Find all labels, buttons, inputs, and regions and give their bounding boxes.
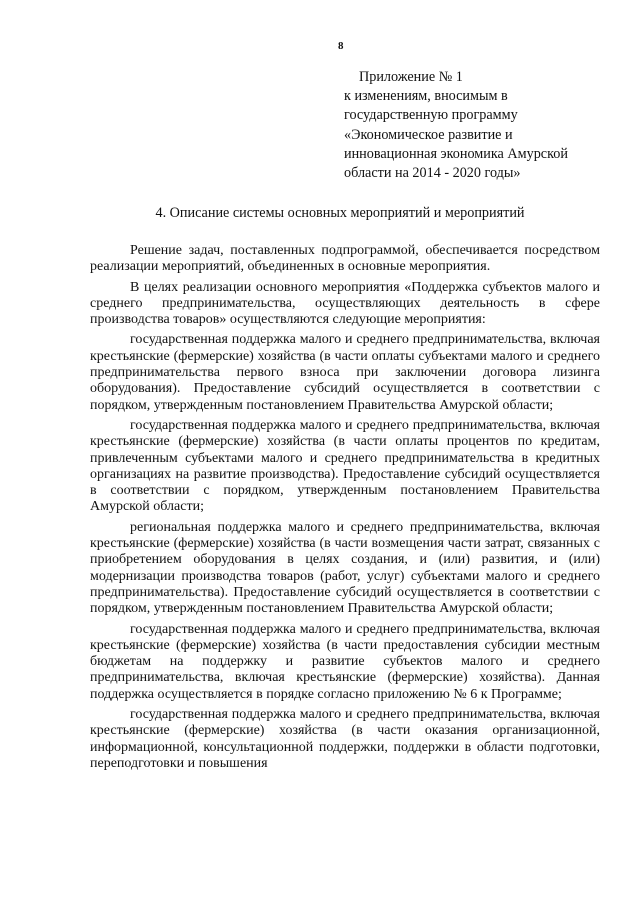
appendix-line: государственную программу xyxy=(344,107,518,124)
page-number: 8 xyxy=(338,40,344,52)
body-text xyxy=(90,243,600,772)
paragraph: государственная поддержка малого и среднего предпринимательства, включая крестьянские (фермерские) хозяйства (в части оплаты процентов по кредитам, привлеченным субъектами малого и среднего предпринимательства в кредитных организациях на развитие производства). Предоставление субсидий осуществляется в соответствии с порядком, утвержденным постановлением Правительства Амурской области; xyxy=(90,417,600,515)
paragraph: В целях реализации основного мероприятия «Поддержка субъектов малого и среднего предпринимательства, осуществляющих деятельность в сфере производства товаров» осуществляются следующие мероприятия: xyxy=(90,279,600,328)
appendix-line: «Экономическое развитие и xyxy=(344,126,513,143)
paragraph: региональная поддержка малого и среднего предпринимательства, включая крестьянские (фермерские) хозяйства (в части возмещения части затрат, связанных с приобретением оборудования в целях создания, и (или) развития, и (или) модернизации производства товаров (работ, услуг) субъектами малого и среднего предпринимательства). Предоставление субсидий осуществляется в соответствии с порядком, утвержденным постановлением Правительства Амурской области; xyxy=(90,519,600,617)
paragraph: государственная поддержка малого и среднего предпринимательства, включая крестьянские (фермерские) хозяйства (в части оказания организационной, информационной, консультационной поддержки, поддержки в области подготовки, переподготовки и повышения xyxy=(90,707,600,771)
appendix-line: к изменениям, вносимым в xyxy=(344,88,508,105)
appendix-header xyxy=(344,68,604,183)
paragraph: государственная поддержка малого и среднего предпринимательства, включая крестьянские (фермерские) хозяйства (в части оплаты субъектами малого и среднего предпринимательства первого взноса при заключении договора лизинга оборудования). Предоставление субсидий осуществляется в соответствии с порядком, утвержденным постановлением Правительства Амурской области; xyxy=(90,332,600,413)
appendix-line: области на 2014 - 2020 годы» xyxy=(344,165,521,182)
appendix-line: Приложение № 1 xyxy=(359,69,463,85)
paragraph: государственная поддержка малого и среднего предпринимательства, включая крестьянские (фермерские) хозяйства (в части предоставления субсидии местным бюджетам на поддержку и развитие субъектов малого и среднего предпринимательства, включая крестьянские (фермерские) хозяйства). Данная поддержка осуществляется в порядке согласно приложению № 6 к Программе; xyxy=(90,621,600,702)
paragraph: Решение задач, поставленных подпрограммой, обеспечивается посредством реализации мероприятий, объединенных в основные мероприятия. xyxy=(90,243,600,275)
appendix-line: инновационная экономика Амурской xyxy=(344,145,568,162)
section-title: 4. Описание системы основных мероприятий и мероприятий xyxy=(155,205,525,221)
